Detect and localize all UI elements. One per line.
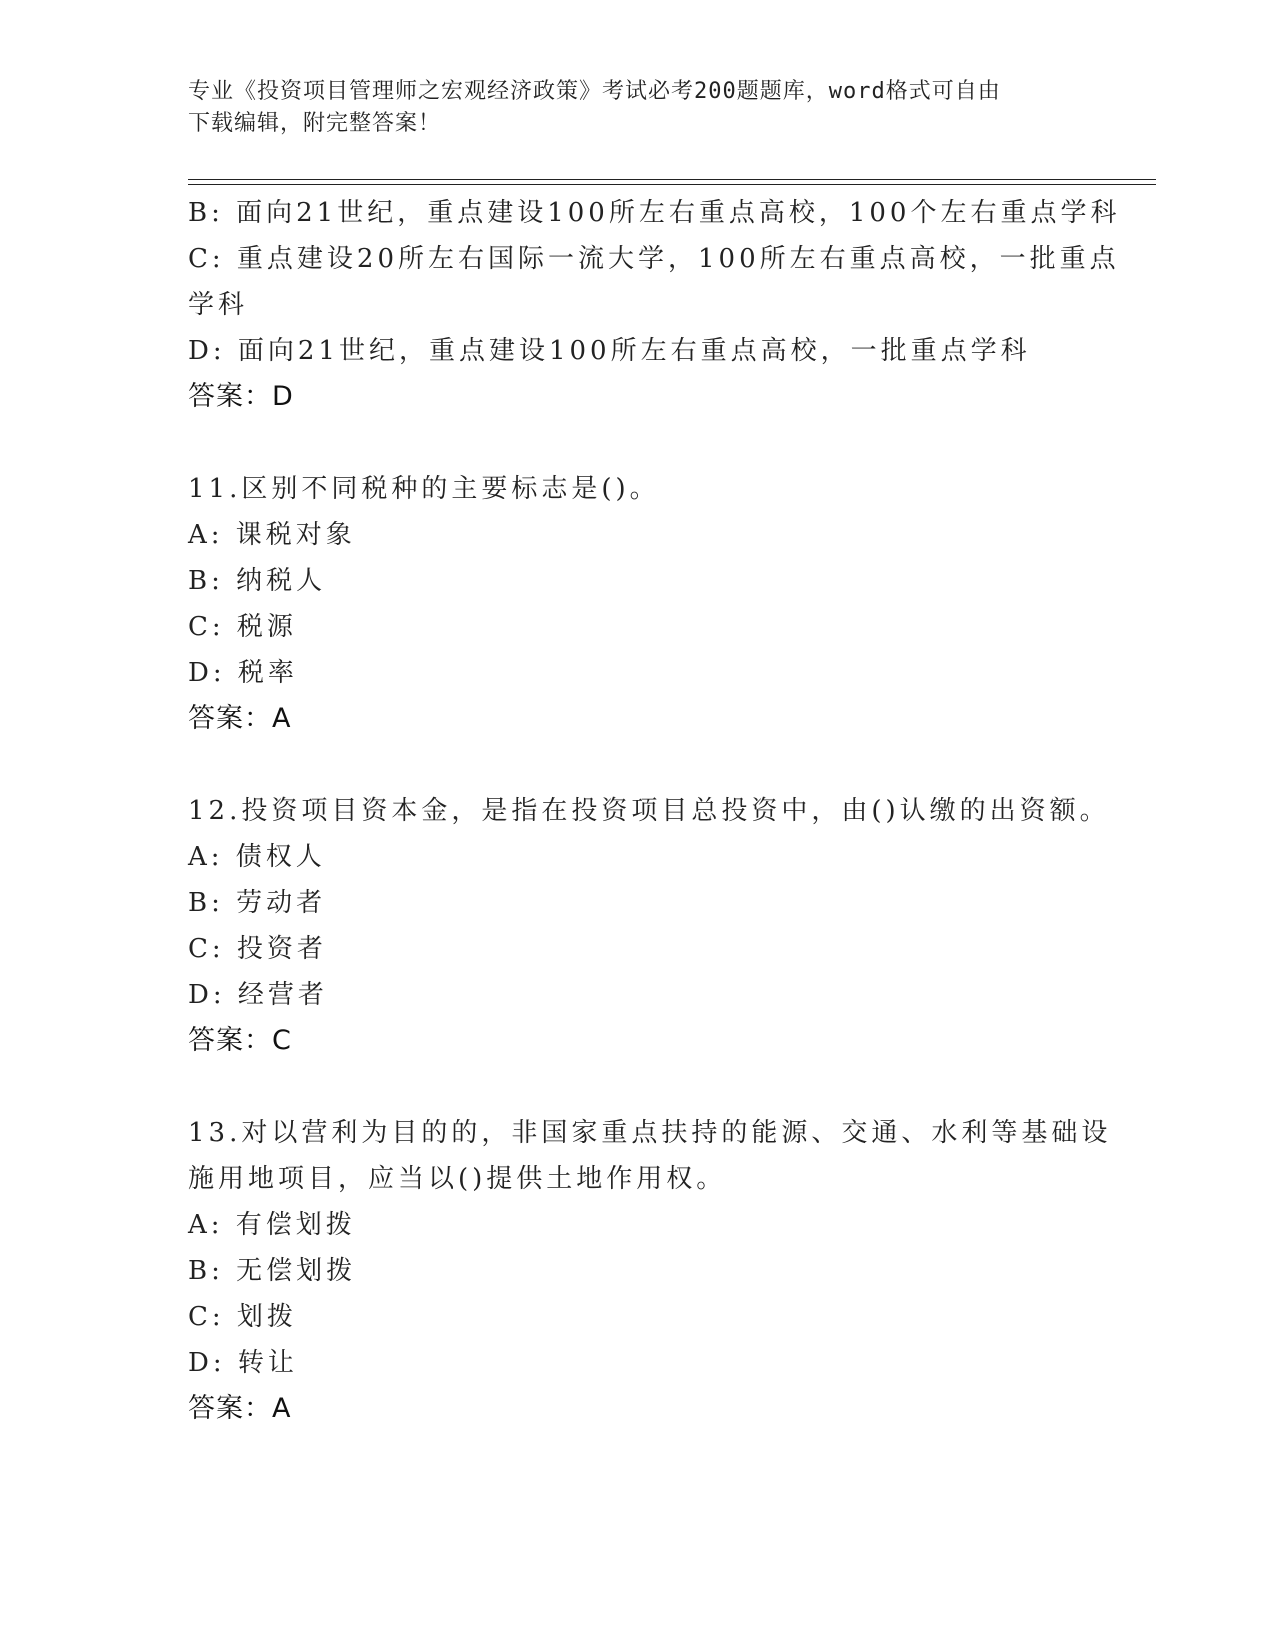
option-c-continued: 学科	[188, 290, 249, 320]
option-c: C: 税源	[188, 612, 297, 642]
option-c: C: 划拨	[188, 1302, 297, 1332]
answer-line: 答案：A	[188, 1393, 292, 1424]
header-divider	[188, 179, 1156, 180]
spacer	[188, 420, 1088, 466]
spacer	[188, 1064, 1088, 1110]
question-stem: 12.投资项目资本金，是指在投资项目总投资中，由()认缴的出资额。	[188, 796, 1110, 826]
header-line-1: 专业《投资项目管理师之宏观经济政策》考试必考200题题库，word格式可自由	[188, 79, 1001, 104]
option-b: B: 无偿划拨	[188, 1256, 357, 1286]
option-b: B: 劳动者	[188, 888, 327, 918]
question-block-11	[188, 466, 1088, 742]
spacer	[188, 742, 1088, 788]
option-c: C: 重点建设20所左右国际一流大学，100所左右重点高校，一批重点	[188, 244, 1120, 274]
document-body	[188, 190, 1121, 1432]
option-d: D: 经营者	[188, 980, 328, 1010]
document-header	[188, 76, 1088, 140]
question-stem-continued: 施用地项目，应当以()提供土地作用权。	[188, 1164, 727, 1194]
header-divider-thin	[188, 184, 1156, 185]
option-d: D: 税率	[188, 658, 298, 688]
question-stem: 13.对以营利为目的的，非国家重点扶持的能源、交通、水利等基础设	[188, 1118, 1112, 1148]
question-block-10	[188, 190, 1121, 420]
question-block-12	[188, 788, 1110, 1064]
header-line-2: 下载编辑，附完整答案！	[188, 111, 442, 136]
question-block-13	[188, 1110, 1112, 1432]
option-b: B: 面向21世纪，重点建设100所左右重点高校，100个左右重点学科	[188, 198, 1121, 228]
option-a: A: 债权人	[188, 842, 326, 872]
option-c: C: 投资者	[188, 934, 327, 964]
option-d: D: 转让	[188, 1348, 298, 1378]
option-b: B: 纳税人	[188, 566, 327, 596]
option-a: A: 课税对象	[188, 520, 356, 550]
question-stem: 11.区别不同税种的主要标志是()。	[188, 474, 660, 504]
answer-line: 答案：A	[188, 703, 292, 734]
option-a: A: 有偿划拨	[188, 1210, 356, 1240]
answer-line: 答案：D	[188, 381, 294, 412]
option-d: D: 面向21世纪，重点建设100所左右重点高校，一批重点学科	[188, 336, 1031, 366]
answer-line: 答案：C	[188, 1025, 292, 1056]
